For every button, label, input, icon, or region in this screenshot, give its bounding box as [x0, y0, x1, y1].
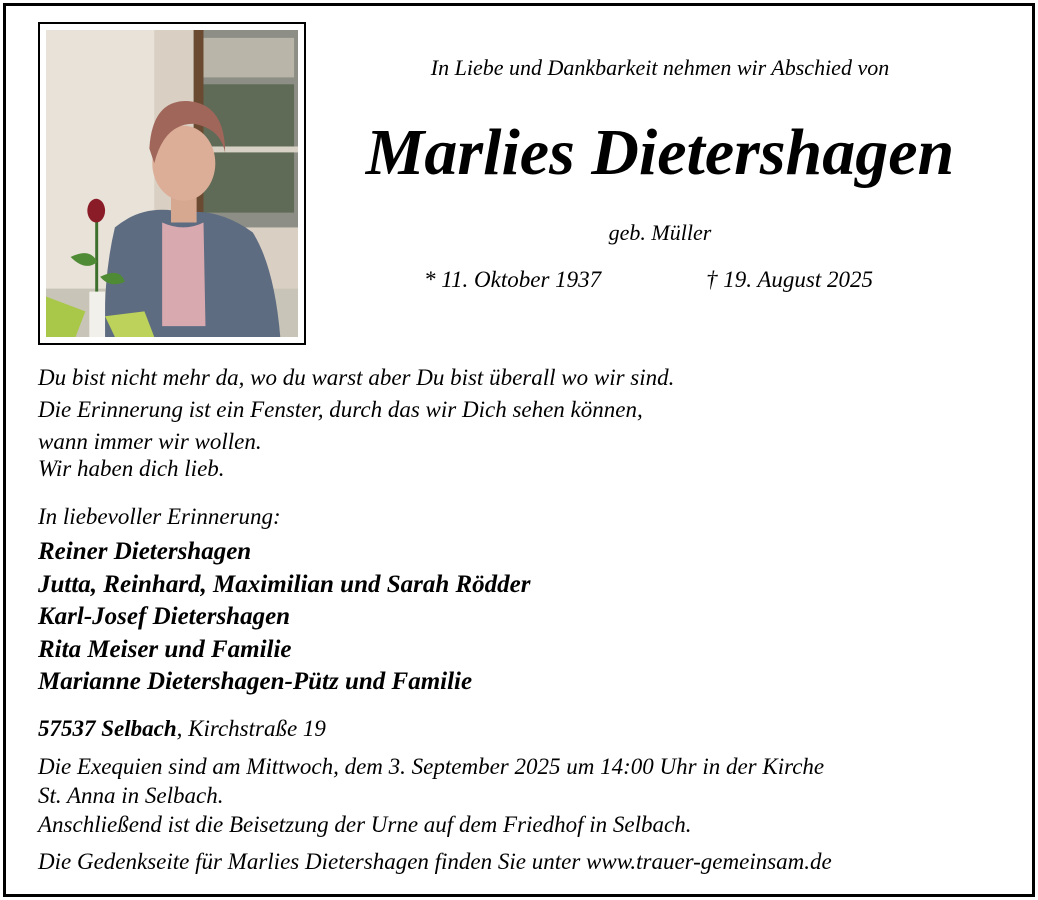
- mourner-name: Karl-Josef Dietershagen: [38, 603, 291, 630]
- love-line: Wir haben dich lieb.: [38, 456, 225, 481]
- funeral-line: Die Exequien sind am Mittwoch, dem 3. September 2025 um 14:00 Uhr in der Kirche: [38, 754, 825, 779]
- birth-date: * 11. Oktober 1937: [424, 267, 602, 292]
- mourner-name: Jutta, Reinhard, Maximilian und Sarah Rödder: [38, 570, 531, 598]
- mourner-name: Reiner Dietershagen: [38, 538, 252, 565]
- mourners-list: [38, 536, 531, 699]
- address-street: , Kirchstraße 19: [176, 716, 326, 741]
- address-city: 57537 Selbach: [38, 716, 177, 741]
- maiden-name: geb. Müller: [608, 220, 712, 245]
- mourner-name: Marianne Dietershagen-Pütz und Familie: [38, 668, 473, 695]
- portrait-image: [46, 30, 298, 337]
- death-date: † 19. August 2025: [706, 267, 873, 292]
- deceased-name: Marlies Dietershagen: [365, 116, 955, 189]
- quote-line: Die Erinnerung ist ein Fenster, durch das wir Dich sehen können,: [38, 397, 643, 422]
- mourners-label: In liebevoller Erinnerung:: [38, 504, 281, 529]
- memorial-page-info: Die Gedenkseite für Marlies Dietershagen finden Sie unter www.trauer-gemeinsam.de: [38, 849, 832, 874]
- funeral-line: Anschließend ist die Beisetzung der Urne auf dem Friedhof in Selbach.: [38, 812, 692, 837]
- funeral-line: St. Anna in Selbach.: [38, 783, 224, 808]
- quote-line: Du bist nicht mehr da, wo du warst aber Du bist überall wo wir sind.: [38, 365, 675, 390]
- quote-block: [38, 362, 938, 458]
- mourner-name: Rita Meiser und Familie: [38, 635, 292, 663]
- quote-line: wann immer wir wollen.: [38, 429, 262, 454]
- portrait-photo: [38, 22, 306, 345]
- intro-text: In Liebe und Dankbarkeit nehmen wir Abschied von: [430, 55, 890, 80]
- funeral-info: [38, 752, 998, 839]
- address: [38, 716, 326, 742]
